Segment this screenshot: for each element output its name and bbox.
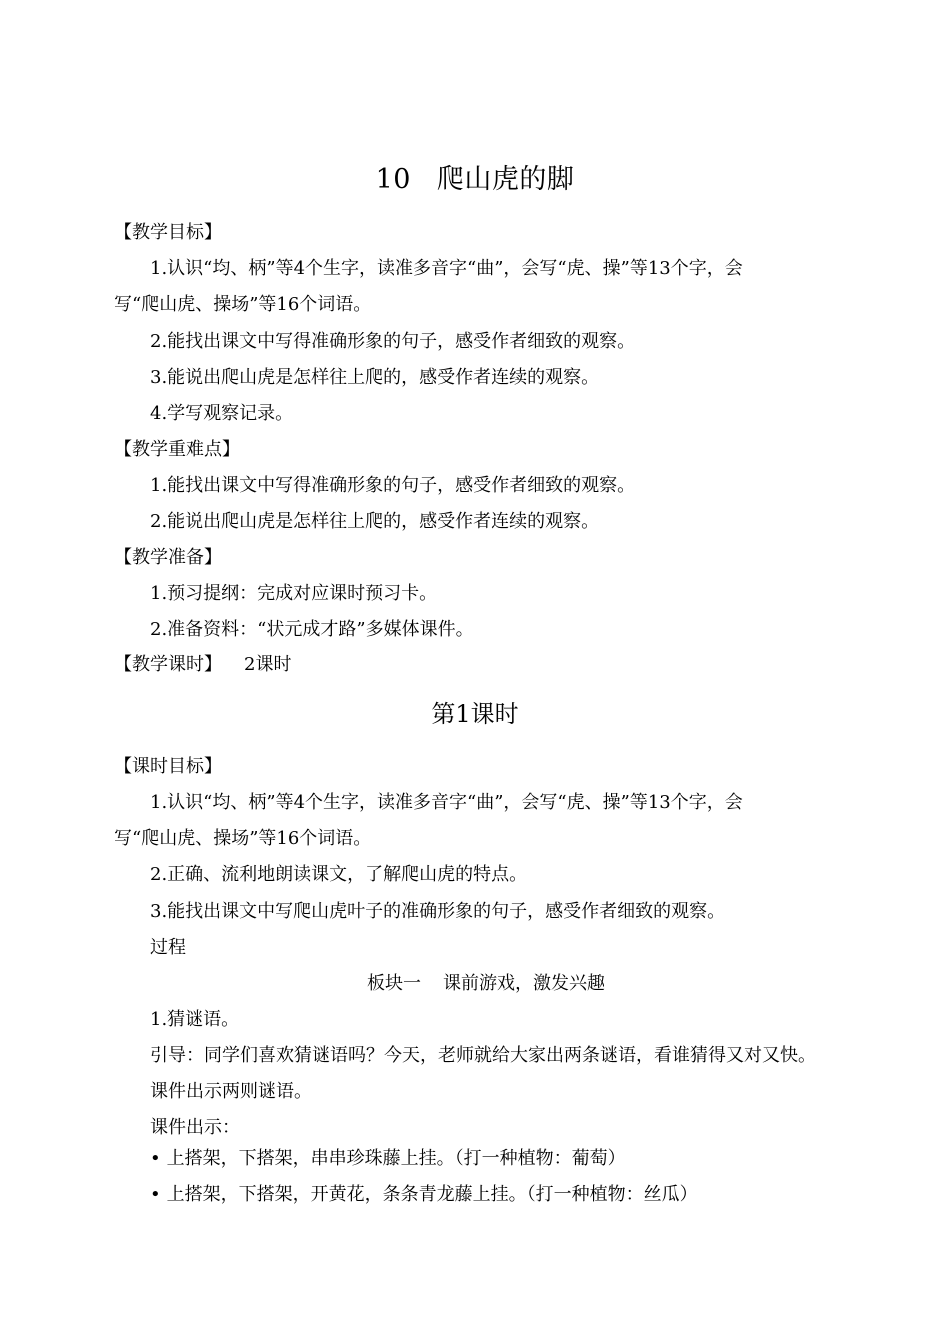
key-point-item: 1.能找出课文中写得准确形象的句子，感受作者细致的观察。 [150, 475, 636, 496]
goal-item: 3.能找出课文中写爬山虎叶子的准确形象的句子，感受作者细致的观察。 [150, 901, 726, 922]
goal-item: 写“爬山虎、操场”等16个词语。 [114, 828, 372, 849]
key-point-item: 2.能说出爬山虎是怎样往上爬的，感受作者连续的观察。 [150, 511, 600, 532]
goal-item: 1.认识“均、柄”等4个生字，读准多音字“曲”，会写“虎、操”等13个字，会 [150, 792, 743, 813]
preparation-item: 2.准备资料：“状元成才路”多媒体课件。 [150, 619, 474, 640]
objective-item: 3.能说出爬山虎是怎样往上爬的，感受作者连续的观察。 [150, 367, 600, 388]
bullet-item [150, 1182, 698, 1208]
lesson-title-text: 爬山虎的脚 [436, 164, 575, 195]
body-line: 引导：同学们喜欢猜谜语吗？今天，老师就给大家出两条谜语，看谁猜得又对又快。 [150, 1045, 816, 1066]
objectives-heading: 【教学目标】 [114, 222, 222, 243]
preparation-item: 1.预习提纲：完成对应课时预习卡。 [150, 583, 438, 604]
bullet-text: 上搭架，下搭架，开黄花，条条青龙藤上挂。（打一种植物：丝瓜） [166, 1184, 698, 1205]
goal-item: 2.正确、流利地朗读课文，了解爬山虎的特点。 [150, 864, 528, 885]
key-points-heading: 【教学重难点】 [114, 439, 240, 460]
process-label: 过程 [150, 937, 186, 958]
hours-line [114, 652, 291, 678]
bullet-icon: • [150, 1184, 161, 1205]
hours-value: 2课时 [244, 654, 292, 675]
section-label: 板块一 [367, 973, 421, 994]
objective-item: 2.能找出课文中写得准确形象的句子，感受作者细致的观察。 [150, 331, 636, 352]
body-line: 课件出示： [150, 1117, 240, 1138]
hours-heading: 【教学课时】 [114, 654, 222, 675]
objective-item: 写“爬山虎、操场”等16个词语。 [114, 294, 372, 315]
goals-heading: 【课时目标】 [114, 756, 222, 777]
bullet-text: 上搭架，下搭架，串串珍珠藤上挂。（打一种植物：葡萄） [166, 1148, 626, 1169]
bullet-item [150, 1146, 626, 1172]
lesson-subtitle: 第1课时 [431, 700, 519, 728]
body-line: 1.猜谜语。 [150, 1009, 240, 1030]
preparation-heading: 【教学准备】 [114, 547, 222, 568]
objective-item: 1.认识“均、柄”等4个生字，读准多音字“曲”，会写“虎、操”等13个字，会 [150, 258, 743, 279]
lesson-number: 10 [375, 164, 411, 195]
section-text: 课前游戏，激发兴趣 [443, 973, 605, 994]
bullet-icon: • [150, 1148, 161, 1169]
body-line: 课件出示两则谜语。 [150, 1081, 312, 1102]
objective-item: 4.学写观察记录。 [150, 403, 294, 424]
page-title [0, 162, 950, 198]
section-heading [0, 971, 950, 997]
